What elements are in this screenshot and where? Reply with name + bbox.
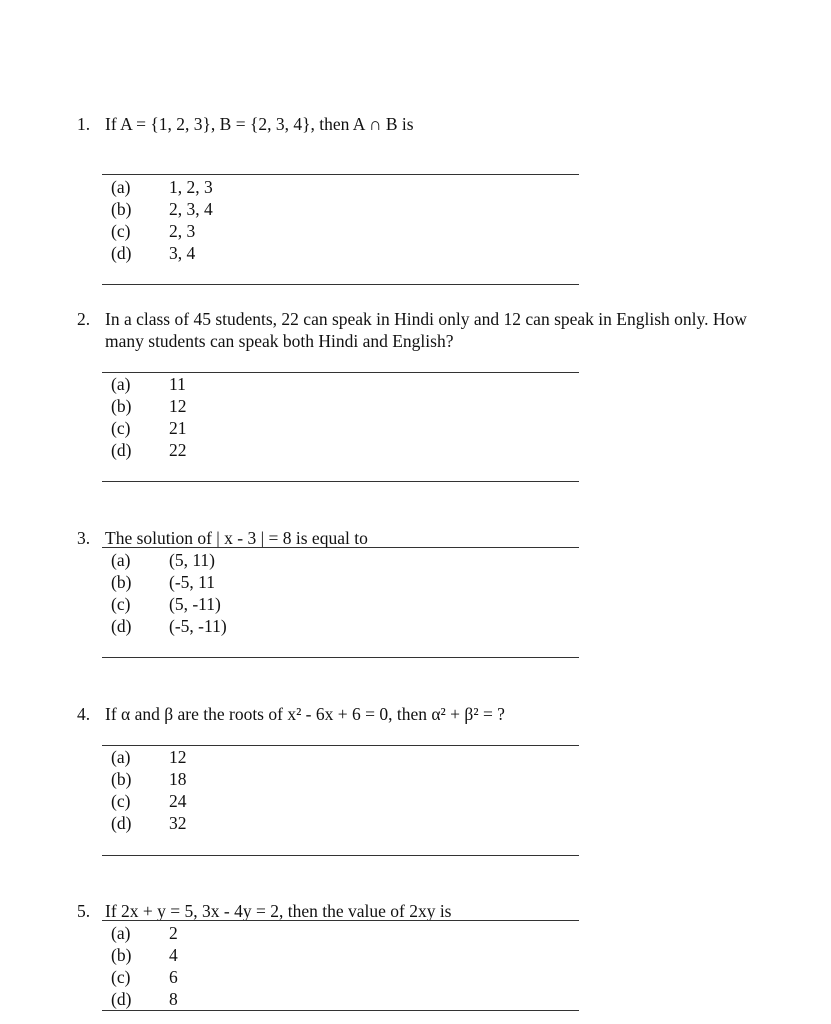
option-value: 11 [169, 374, 186, 394]
options-top-rule [102, 920, 579, 921]
option-label: (c) [111, 221, 131, 241]
option-value: (-5, -11) [169, 616, 227, 636]
question-number: 3. [77, 528, 91, 548]
question-number: 4. [77, 704, 91, 724]
options-top-rule [102, 547, 579, 548]
option-value: 22 [169, 440, 187, 460]
question-3-options [111, 549, 227, 637]
option-a [111, 176, 213, 198]
question-number: 5. [77, 901, 91, 921]
option-label: (d) [111, 989, 132, 1009]
option-label: (b) [111, 769, 132, 789]
option-value: 18 [169, 769, 187, 789]
option-d [111, 615, 227, 637]
option-b [111, 571, 227, 593]
option-a [111, 922, 178, 944]
question-number: 1. [77, 114, 91, 134]
option-a [111, 746, 187, 768]
option-value: 12 [169, 747, 187, 767]
option-label: (a) [111, 374, 131, 394]
option-d [111, 439, 187, 461]
option-value: 21 [169, 418, 187, 438]
question-text: If A = {1, 2, 3}, B = {2, 3, 4}, then A ∩ B is [105, 114, 414, 134]
options-bottom-rule [102, 481, 579, 482]
option-label: (d) [111, 813, 132, 833]
option-value: 6 [169, 967, 178, 987]
option-value: 32 [169, 813, 187, 833]
question-2-options [111, 373, 187, 461]
question-text: If α and β are the roots of x² - 6x + 6 = 0, then α² + β² = ? [105, 704, 505, 724]
option-b [111, 395, 187, 417]
option-value: (5, -11) [169, 594, 221, 614]
option-label: (d) [111, 616, 132, 636]
option-value: (5, 11) [169, 550, 216, 570]
option-label: (c) [111, 967, 131, 987]
option-b [111, 768, 187, 790]
option-label: (a) [111, 550, 131, 570]
option-c [111, 966, 178, 988]
question-4-line [77, 703, 505, 725]
option-a [111, 373, 187, 395]
option-value: 2 [169, 923, 178, 943]
option-label: (c) [111, 791, 131, 811]
options-bottom-rule [102, 1010, 579, 1011]
question-2-line [77, 308, 747, 330]
option-value: (-5, 11 [169, 572, 216, 592]
option-label: (a) [111, 923, 131, 943]
option-label: (a) [111, 747, 131, 767]
option-value: 24 [169, 791, 187, 811]
option-b [111, 198, 213, 220]
question-4-options [111, 746, 187, 834]
option-label: (d) [111, 243, 132, 263]
question-text: The solution of | x - 3 | = 8 is equal to [105, 528, 368, 548]
option-value: 3, 4 [169, 243, 196, 263]
option-value: 2, 3, 4 [169, 199, 213, 219]
option-label: (c) [111, 418, 131, 438]
options-top-rule [102, 174, 579, 175]
option-c [111, 790, 187, 812]
options-bottom-rule [102, 284, 579, 285]
option-value: 2, 3 [169, 221, 196, 241]
question-text: If 2x + y = 5, 3x - 4y = 2, then the value of 2xy is [105, 901, 452, 921]
option-b [111, 944, 178, 966]
option-c [111, 220, 213, 242]
option-c [111, 417, 187, 439]
option-d [111, 988, 178, 1010]
option-label: (b) [111, 199, 132, 219]
question-2-continuation: many students can speak both Hindi and English? [105, 331, 454, 351]
question-1-options [111, 176, 213, 264]
question-5-options [111, 922, 178, 1010]
question-5-line [77, 900, 452, 922]
option-value: 8 [169, 989, 178, 1009]
options-bottom-rule [102, 657, 579, 658]
option-label: (b) [111, 396, 132, 416]
options-bottom-rule [102, 855, 579, 856]
option-value: 1, 2, 3 [169, 177, 213, 197]
option-a [111, 549, 227, 571]
option-d [111, 242, 213, 264]
option-label: (b) [111, 572, 132, 592]
option-value: 12 [169, 396, 187, 416]
question-text: In a class of 45 students, 22 can speak in Hindi only and 12 can speak in English only. How [105, 309, 747, 329]
option-label: (c) [111, 594, 131, 614]
option-d [111, 812, 187, 834]
option-label: (b) [111, 945, 132, 965]
question-1-line [77, 113, 414, 135]
question-number: 2. [77, 309, 91, 329]
option-label: (a) [111, 177, 131, 197]
question-3-line [77, 527, 368, 549]
option-c [111, 593, 227, 615]
option-value: 4 [169, 945, 178, 965]
option-label: (d) [111, 440, 132, 460]
